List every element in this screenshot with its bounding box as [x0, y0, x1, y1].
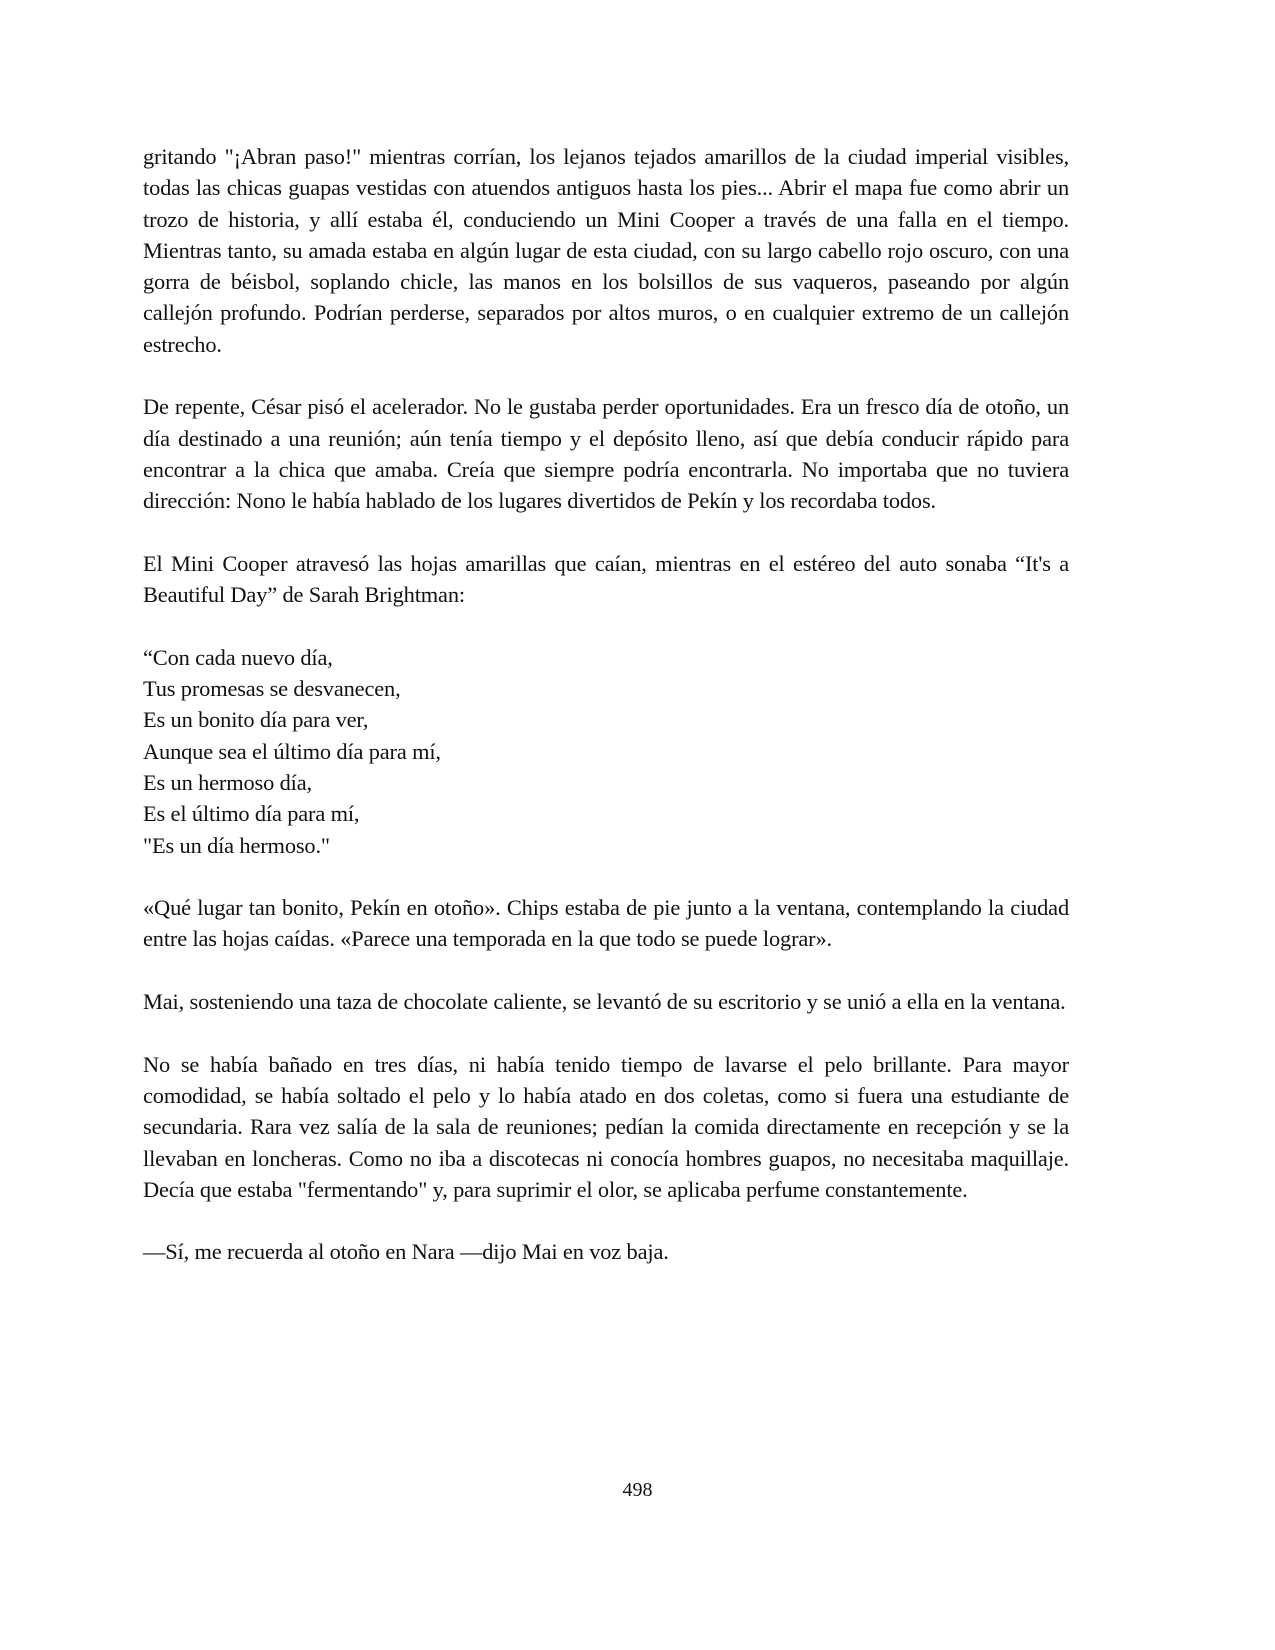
lyric-line: Aunque sea el último día para mí,: [143, 738, 441, 764]
lyric-line: Es el último día para mí,: [143, 801, 360, 827]
paragraph-mai-dialogue: —Sí, me recuerda al otoño en Nara —dijo Mai en voz baja.: [143, 1239, 669, 1265]
paragraph-mini-cooper-song: El Mini Cooper atravesó las hojas amarillas que caían, mientras en el estéreo del auto sonaba “It's a Beautiful Day” de Sarah Brightman:: [143, 550, 1069, 608]
paragraph-mai-chocolate: Mai, sosteniendo una taza de chocolate caliente, se levantó de su escritorio y se unió a ella en la ventana.: [143, 989, 1066, 1015]
page-number: 498: [622, 1479, 653, 1501]
lyric-line: Tus promesas se desvanecen,: [143, 676, 401, 702]
song-lyrics: [143, 642, 1069, 861]
lyric-line: "Es un día hermoso.": [143, 832, 330, 858]
paragraph-chips-window: «Qué lugar tan bonito, Pekín en otoño». Chips estaba de pie junto a la ventana, contemplando la ciudad entre las hojas caídas. «Parece una temporada en la que todo se puede lograr».: [143, 895, 1069, 952]
page-body: [143, 141, 1069, 1299]
lyric-line: “Con cada nuevo día,: [143, 644, 333, 670]
lyric-line: Es un bonito día para ver,: [143, 707, 369, 733]
paragraph-mai-description: No se había bañado en tres días, ni había tenido tiempo de lavarse el pelo brillante. Para mayor comodidad, se había soltado el pelo y lo había atado en dos coletas, como si fuera una estudiante de secundaria. Rara vez salía de la sala de reuniones; pedían la comida directamente en recepción y se la llevaban en loncheras. Como no iba a discotecas ni conocía hombres guapos, no necesitaba maquillaje. Decía que estaba "fermentando" y, para suprimir el olor, se aplicaba perfume constantemente.: [143, 1051, 1069, 1202]
paragraph-cesar-accelerates: De repente, César pisó el acelerador. No le gustaba perder oportunidades. Era un fresco día de otoño, un día destinado a una reunión; aún tenía tiempo y el depósito lleno, así que debía conducir rápido para encontrar a la chica que amaba. Creía que siempre podría encontrarla. No importaba que no tuviera dirección: Nono le había hablado de los lugares divertidos de Pekín y los recordaba todos.: [143, 394, 1069, 514]
paragraph-street-scene: gritando "¡Abran paso!" mientras corrían, los lejanos tejados amarillos de la ciudad imperial visibles, todas las chicas guapas vestidas con atuendos antiguos hasta los pies... Abrir el mapa fue como abrir un trozo de historia, y allí estaba él, conduciendo un Mini Cooper a través de una falla en el tiempo. Mientras tanto, su amada estaba en algún lugar de esta ciudad, con su largo cabello rojo oscuro, con una gorra de béisbol, soplando chicle, las manos en los bolsillos de sus vaqueros, paseando por algún callejón profundo. Podrían perderse, separados por altos muros, o en cualquier extremo de un callejón estrecho.: [143, 144, 1069, 357]
lyric-line: Es un hermoso día,: [143, 769, 312, 795]
